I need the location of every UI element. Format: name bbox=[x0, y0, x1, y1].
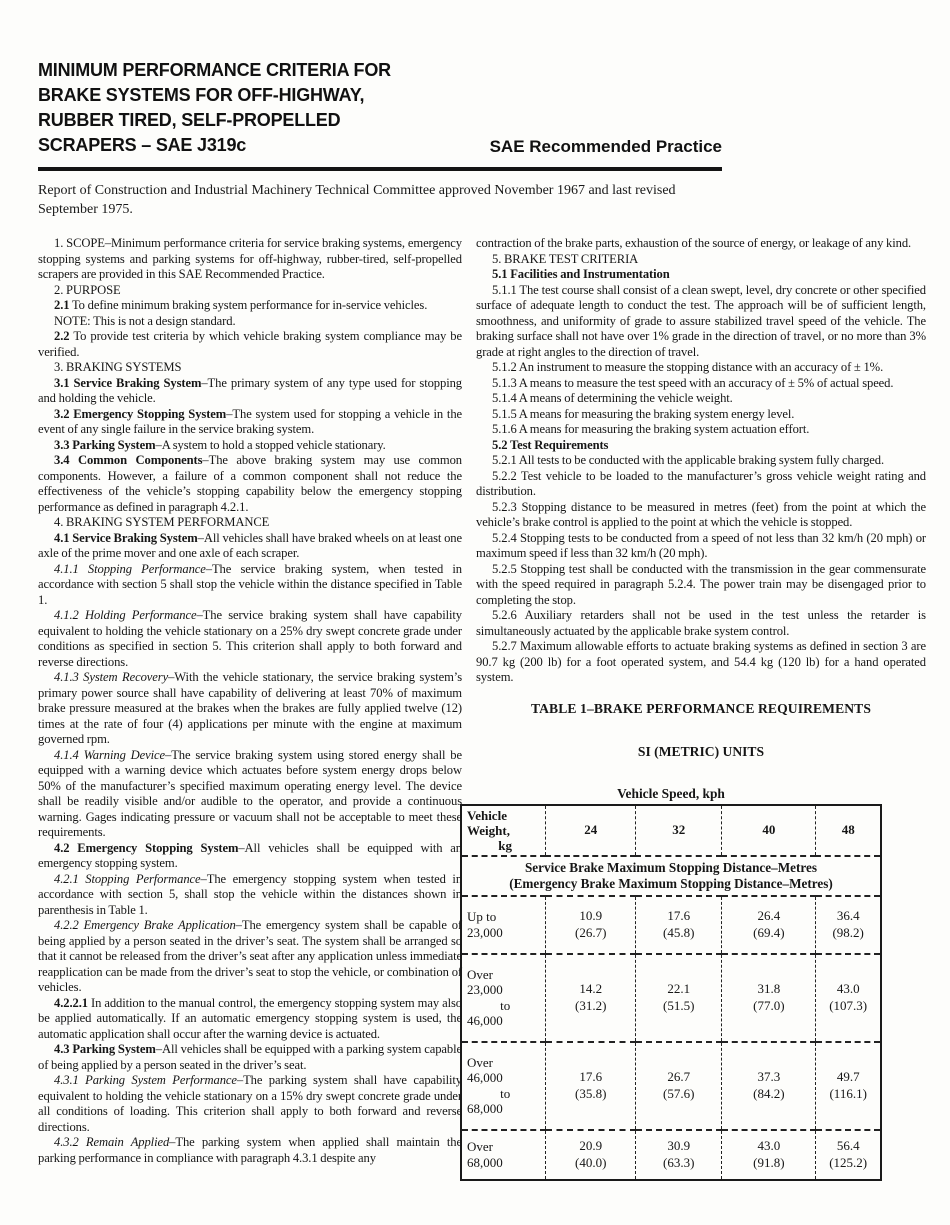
distance-value-line: 17.6 bbox=[667, 908, 691, 923]
brake-performance-table bbox=[460, 804, 882, 1181]
body-paragraph bbox=[38, 562, 462, 609]
stopping-distance-cell bbox=[722, 954, 816, 1042]
body-paragraph bbox=[476, 469, 926, 500]
document-body bbox=[38, 236, 926, 1181]
text-run: –The system used for stopping a vehicle in the event of any single failure in the service braking system. bbox=[38, 406, 463, 436]
text-run: –A system to hold a stopped vehicle stationary. bbox=[155, 437, 386, 452]
text-run: 5.1.2 An instrument to measure the stopping distance with an accuracy of ± 1%. bbox=[492, 360, 884, 374]
body-paragraph bbox=[38, 515, 462, 531]
text-run: –The parking system shall have capability equivalent to holding the vehicle stationary on a 15% dry swept concrete grade under all conditions of loading. This criterion shall apply to both forward and reverse directions. bbox=[38, 1073, 463, 1134]
body-paragraph bbox=[38, 918, 462, 996]
speed-header-cell: 48 bbox=[816, 805, 881, 856]
bold-run: 2.2 bbox=[54, 329, 70, 343]
italic-run: 4.1.1 Stopping Performance bbox=[54, 561, 206, 576]
distance-value-line: 26.7 bbox=[667, 1069, 691, 1084]
text-run: 5.2.3 Stopping distance to be measured in metres (feet) from the point at which the vehicle’s brake control is applied to the point at which the vehicle is stopped. bbox=[476, 499, 926, 529]
italic-run: 4.2.2 Emergency Brake Application bbox=[54, 918, 236, 932]
stopping-distance-cell bbox=[722, 896, 816, 954]
stopping-distance-cell bbox=[546, 954, 636, 1042]
body-paragraph bbox=[476, 376, 926, 392]
doc-type-label: SAE Recommended Practice bbox=[489, 137, 722, 156]
stopping-distance-cell bbox=[722, 1042, 816, 1130]
distance-value-line: 20.9 bbox=[579, 1138, 603, 1153]
distance-value-line: 37.3 bbox=[757, 1069, 781, 1084]
weight-range-line: to bbox=[500, 997, 511, 1013]
body-paragraph bbox=[38, 314, 462, 330]
italic-run: 4.3.2 Remain Applied bbox=[54, 1135, 170, 1149]
subheader-cell bbox=[461, 856, 881, 896]
text-run: –The above braking system may use common components. However, a failure of a common component shall not reduce the effectiveness of the vehicle’s stopping capability below the emergency stopping performance as defined in paragraph 4.2.1. bbox=[38, 453, 462, 514]
body-paragraph bbox=[476, 407, 926, 423]
stopping-distance-cell bbox=[546, 896, 636, 954]
bold-run: 4.2.2.1 bbox=[54, 995, 88, 1010]
distance-value-line: 30.9 bbox=[667, 1138, 691, 1153]
weight-range-cell bbox=[461, 1130, 546, 1180]
distance-value-line: 43.0 bbox=[836, 981, 860, 996]
distance-value-line: (63.3) bbox=[663, 1154, 695, 1170]
text-run: 5.2.2 Test vehicle to be loaded to the manufacturer’s gross vehicle weight rating and distribution. bbox=[476, 468, 926, 498]
body-paragraph bbox=[476, 608, 926, 639]
table-wrap bbox=[460, 786, 882, 1181]
weight-range-line: 68,000 bbox=[467, 1154, 503, 1170]
body-paragraph bbox=[38, 298, 462, 314]
text-run: 5.1.6 A means for measuring the braking system actuation effort. bbox=[492, 422, 810, 436]
body-paragraph bbox=[476, 639, 926, 686]
italic-run: 4.1.2 Holding Performance bbox=[54, 608, 197, 622]
body-paragraph bbox=[38, 608, 462, 670]
table-row bbox=[461, 1042, 881, 1130]
body-paragraph bbox=[38, 407, 462, 438]
weight-range-line: 68,000 bbox=[467, 1101, 503, 1116]
weight-range-line: Over bbox=[467, 966, 493, 982]
report-note: Report of Construction and Industrial Machinery Technical Committee approved November 1967 and last revised September 1975. bbox=[38, 183, 676, 217]
stopping-distance-cell bbox=[816, 954, 881, 1042]
distance-value-line: 31.8 bbox=[757, 981, 781, 996]
body-paragraph bbox=[476, 391, 926, 407]
stopping-distance-cell bbox=[546, 1042, 636, 1130]
text-run: –All vehicles shall have braked wheels on at least one axle of the prime mover and one axle of each scraper. bbox=[38, 530, 462, 560]
distance-value-line: (107.3) bbox=[829, 997, 868, 1013]
body-paragraph bbox=[38, 1073, 462, 1135]
right-column-paragraphs bbox=[476, 236, 926, 686]
bold-run: 3.1 Service Braking System bbox=[54, 375, 202, 390]
distance-value-line: 22.1 bbox=[667, 981, 691, 996]
weight-range-line: 23,000 bbox=[467, 982, 503, 997]
weight-range-line: Over bbox=[467, 1139, 493, 1154]
distance-value-line: (40.0) bbox=[575, 1154, 607, 1170]
distance-value-line: (35.8) bbox=[575, 1085, 607, 1101]
weight-range-line: 46,000 bbox=[467, 1013, 503, 1028]
italic-run: 4.1.4 Warning Device bbox=[54, 747, 166, 762]
table-1-block bbox=[467, 700, 926, 1181]
distance-value-line: (98.2) bbox=[832, 924, 864, 940]
text-run: –The service braking system, when tested in accordance with section 5 shall stop the vehicle within the distance specified in Table 1. bbox=[38, 561, 462, 607]
bold-run: 2.1 bbox=[54, 298, 70, 312]
table-row bbox=[461, 1130, 881, 1180]
text-run: 5.2.6 Auxiliary retarders shall not be used in the test unless the retarder is simultaneously actuated by the applicable brake system control. bbox=[476, 608, 926, 638]
weight-range-line: 23,000 bbox=[467, 924, 503, 940]
body-paragraph bbox=[38, 841, 462, 872]
bold-run: 5.1 Facilities and Instrumentation bbox=[492, 267, 670, 281]
left-column bbox=[38, 236, 462, 1166]
body-paragraph bbox=[38, 283, 462, 299]
distance-value-line: 14.2 bbox=[579, 981, 603, 996]
text-run: 5.1.3 A means to measure the test speed with an accuracy of ± 5% of actual speed. bbox=[492, 375, 894, 390]
body-paragraph bbox=[38, 996, 462, 1043]
distance-value-line: (116.1) bbox=[829, 1085, 867, 1101]
subheader-line: (Emergency Brake Maximum Stopping Distance–Metres) bbox=[509, 875, 833, 891]
text-run: 5.1.4 A means of determining the vehicle weight. bbox=[492, 391, 733, 405]
text-run: 3. BRAKING SYSTEMS bbox=[54, 360, 182, 374]
text-run: 5.1.5 A means for measuring the braking system energy level. bbox=[492, 406, 795, 421]
body-paragraph bbox=[38, 453, 462, 515]
body-paragraph bbox=[476, 252, 926, 268]
table-row bbox=[461, 896, 881, 954]
body-paragraph bbox=[38, 531, 462, 562]
weight-header-line: Weight, bbox=[467, 822, 510, 838]
stopping-distance-cell bbox=[636, 1130, 722, 1180]
stopping-distance-cell bbox=[816, 1042, 881, 1130]
distance-value-line: (26.7) bbox=[575, 924, 607, 940]
table-subheader-row bbox=[461, 856, 881, 896]
stopping-distance-cell bbox=[636, 1042, 722, 1130]
body-paragraph bbox=[476, 500, 926, 531]
distance-value-line: 56.4 bbox=[836, 1138, 860, 1153]
text-run: contraction of the brake parts, exhaustion of the source of energy, or leakage of any kind. bbox=[476, 236, 912, 250]
header-rule bbox=[38, 167, 722, 171]
text-run: –With the vehicle stationary, the service braking system’s primary power source shall have capability of delivering at least 70% of maximum brake pressure measured at the brakes when the brakes are fully applied twelve (12) times at the rate of four (4) applications per minute with the engine at maximum governed rpm. bbox=[38, 670, 462, 746]
body-paragraph bbox=[476, 236, 926, 252]
distance-value-line: (45.8) bbox=[663, 924, 695, 940]
table-row bbox=[461, 954, 881, 1042]
distance-value-line: 43.0 bbox=[757, 1138, 781, 1153]
body-paragraph bbox=[476, 562, 926, 609]
text-run: 5.2.4 Stopping tests to be conducted from a speed of not less than 32 km/h (20 mph) or maximum speed if less than 32 km/h (20 mph). bbox=[476, 530, 926, 560]
text-run: 1. SCOPE–Minimum performance criteria for service braking systems, emergency stopping systems and parking systems for off-highway, rubber-tired, self-propelled scrapers are provided in this SAE Recommended Practice. bbox=[38, 236, 462, 281]
speed-header-cell: 40 bbox=[722, 805, 816, 856]
text-run: To define minimum braking system performance for in-service vehicles. bbox=[69, 298, 428, 312]
document-title-line: MINIMUM PERFORMANCE CRITERIA FOR bbox=[38, 60, 391, 80]
text-run: –All vehicles shall be equipped with a parking system capable of being applied by a person seated in the driver’s seat. bbox=[38, 1042, 462, 1072]
distance-value-line: (91.8) bbox=[753, 1154, 785, 1170]
text-run: –The emergency system shall be capable of being applied by a person seated in the driver’s seat. The system shall be arranged so that it cannot be released from the driver’s seat after any application unless immediate reapplication can be made from the driver’s seat to stop the vehicle, or combination of vehicles. bbox=[38, 918, 462, 994]
weight-header-line: kg bbox=[498, 837, 513, 853]
subheader-line: Service Brake Maximum Stopping Distance–Metres bbox=[524, 859, 818, 875]
body-paragraph bbox=[38, 438, 462, 454]
body-paragraph bbox=[476, 438, 926, 454]
stopping-distance-cell bbox=[636, 954, 722, 1042]
text-run: 2. PURPOSE bbox=[54, 282, 121, 297]
right-column bbox=[467, 236, 926, 1181]
body-paragraph bbox=[38, 376, 462, 407]
bold-run: 4.3 Parking System bbox=[54, 1042, 156, 1056]
stopping-distance-cell bbox=[816, 1130, 881, 1180]
distance-value-line: 10.9 bbox=[579, 908, 603, 923]
text-run: 5.1.1 The test course shall consist of a clean swept, level, dry concrete or other specified surface of adequate length to conduct the test. The approach will be of sufficient length, smoothness, and uniformity of grade to assure stabilized travel speed of the vehicle. The braking surface shall not have over 1% grade in the direction of travel, or no more than 3% grade at right angles to the direction of travel. bbox=[476, 282, 926, 359]
document-title-line: SCRAPERS – SAE J319c bbox=[38, 135, 247, 155]
body-paragraph bbox=[38, 872, 462, 919]
body-paragraph bbox=[476, 531, 926, 562]
text-run: 4. BRAKING SYSTEM PERFORMANCE bbox=[54, 515, 270, 529]
weight-header-cell bbox=[461, 805, 546, 856]
text-run: 5. BRAKE TEST CRITERIA bbox=[492, 251, 639, 266]
stopping-distance-cell bbox=[546, 1130, 636, 1180]
text-run: In addition to the manual control, the emergency stopping system may also be applied automatically. If an automatic emergency stopping system is used, the automatic application shall occur after the warning device is actuated. bbox=[38, 995, 462, 1041]
weight-range-line: Over bbox=[467, 1054, 493, 1070]
body-paragraph bbox=[476, 283, 926, 361]
stopping-distance-cell bbox=[722, 1130, 816, 1180]
distance-value-line: (57.6) bbox=[663, 1085, 695, 1101]
body-paragraph bbox=[38, 1042, 462, 1073]
weight-range-line: 46,000 bbox=[467, 1070, 503, 1085]
body-paragraph bbox=[38, 236, 462, 283]
distance-value-line: (51.5) bbox=[663, 997, 695, 1013]
speed-header-cell: 32 bbox=[636, 805, 722, 856]
body-paragraph bbox=[38, 329, 462, 360]
body-paragraph bbox=[38, 1135, 462, 1166]
text-run: –The parking system when applied shall maintain the parking performance in compliance with paragraph 4.3.1 despite any bbox=[38, 1135, 462, 1165]
table-caption: TABLE 1–BRAKE PERFORMANCE REQUIREMENTS bbox=[530, 700, 872, 716]
weight-range-line: Up to bbox=[467, 909, 497, 924]
table-header-row bbox=[461, 805, 881, 856]
text-run: –The primary system of any type used for stopping and holding the vehicle. bbox=[38, 375, 462, 405]
document-title-line: BRAKE SYSTEMS FOR OFF-HIGHWAY, bbox=[38, 85, 365, 105]
document-header bbox=[38, 58, 722, 219]
document-title-line: RUBBER TIRED, SELF-PROPELLED bbox=[38, 110, 341, 130]
stopping-distance-cell bbox=[816, 896, 881, 954]
bold-run: 3.4 Common Components bbox=[54, 453, 203, 467]
distance-value-line: 36.4 bbox=[836, 908, 860, 923]
text-run: 5.2.1 All tests to be conducted with the applicable braking system fully charged. bbox=[492, 453, 885, 467]
weight-range-cell bbox=[461, 954, 546, 1042]
speed-header-cell: 24 bbox=[546, 805, 636, 856]
body-paragraph bbox=[476, 453, 926, 469]
text-run: –The service braking system shall have capability equivalent to holding the vehicle stationary on a 25% dry swept concrete grade under conditions as specified in section 5. This criterion shall apply to both forward and reverse directions. bbox=[38, 608, 462, 669]
body-paragraph bbox=[38, 360, 462, 376]
distance-value-line: (125.2) bbox=[829, 1154, 868, 1170]
weight-range-line: to bbox=[500, 1085, 511, 1101]
body-paragraph bbox=[476, 360, 926, 376]
distance-value-line: (69.4) bbox=[753, 924, 785, 940]
distance-value-line: (77.0) bbox=[753, 997, 785, 1013]
bold-run: 4.1 Service Braking System bbox=[54, 530, 198, 545]
title-row bbox=[38, 58, 722, 158]
bold-run: 3.2 Emergency Stopping System bbox=[54, 406, 227, 421]
body-paragraph bbox=[476, 422, 926, 438]
table-units-label: SI (METRIC) UNITS bbox=[637, 743, 765, 759]
distance-value-line: 17.6 bbox=[579, 1069, 603, 1084]
body-paragraph bbox=[476, 267, 926, 283]
distance-value-line: 26.4 bbox=[757, 908, 781, 923]
stopping-distance-cell bbox=[636, 896, 722, 954]
text-run: –The service braking system using stored energy shall be equipped with a warning device which actuates before system energy drops below 50% of the manufacturer’s specified maximum operating energy level. The device shall be readily visible and/or audible to the operator, and provide a continuous warning. Gages indicating pressure or vacuum shall not be acceptable to meet these requirements. bbox=[38, 747, 462, 839]
weight-range-cell bbox=[461, 1042, 546, 1130]
text-run: –All vehicles shall be equipped with an emergency stopping system. bbox=[38, 840, 462, 870]
bold-run: 3.3 Parking System bbox=[54, 437, 156, 452]
body-paragraph bbox=[38, 748, 462, 841]
distance-value-line: (84.2) bbox=[753, 1085, 785, 1101]
italic-run: 4.1.3 System Recovery bbox=[54, 670, 169, 684]
text-run: 5.2.7 Maximum allowable efforts to actuate braking systems as defined in section 3 are 90.7 kg (200 lb) for a foot operated system, and 54.4 kg (120 lb) for a hand operated system. bbox=[476, 639, 926, 684]
text-run: NOTE: This is not a design standard. bbox=[54, 313, 236, 328]
distance-value-line: 49.7 bbox=[836, 1069, 860, 1084]
italic-run: 4.2.1 Stopping Performance bbox=[54, 871, 201, 886]
table-speed-header: Vehicle Speed, kph bbox=[617, 785, 725, 801]
bold-run: 4.2 Emergency Stopping System bbox=[54, 840, 239, 855]
italic-run: 4.3.1 Parking System Performance bbox=[54, 1073, 237, 1087]
text-run: To provide test criteria by which vehicle braking system compliance may be verified. bbox=[38, 329, 462, 359]
text-run: –The emergency stopping system when tested in accordance with section 5, shall stop the vehicle within the distances shown in parenthesis in Table 1. bbox=[38, 871, 463, 917]
weight-range-cell bbox=[461, 896, 546, 954]
weight-header-line: Vehicle bbox=[467, 807, 507, 823]
bold-run: 5.2 Test Requirements bbox=[492, 437, 609, 452]
text-run: 5.2.5 Stopping test shall be conducted with the transmission in the gear commensurate with the speed required in paragraph 5.2.4. The power train may be disengaged prior to completing the stop. bbox=[476, 561, 926, 607]
distance-value-line: (31.2) bbox=[575, 997, 607, 1013]
body-paragraph bbox=[38, 670, 462, 748]
